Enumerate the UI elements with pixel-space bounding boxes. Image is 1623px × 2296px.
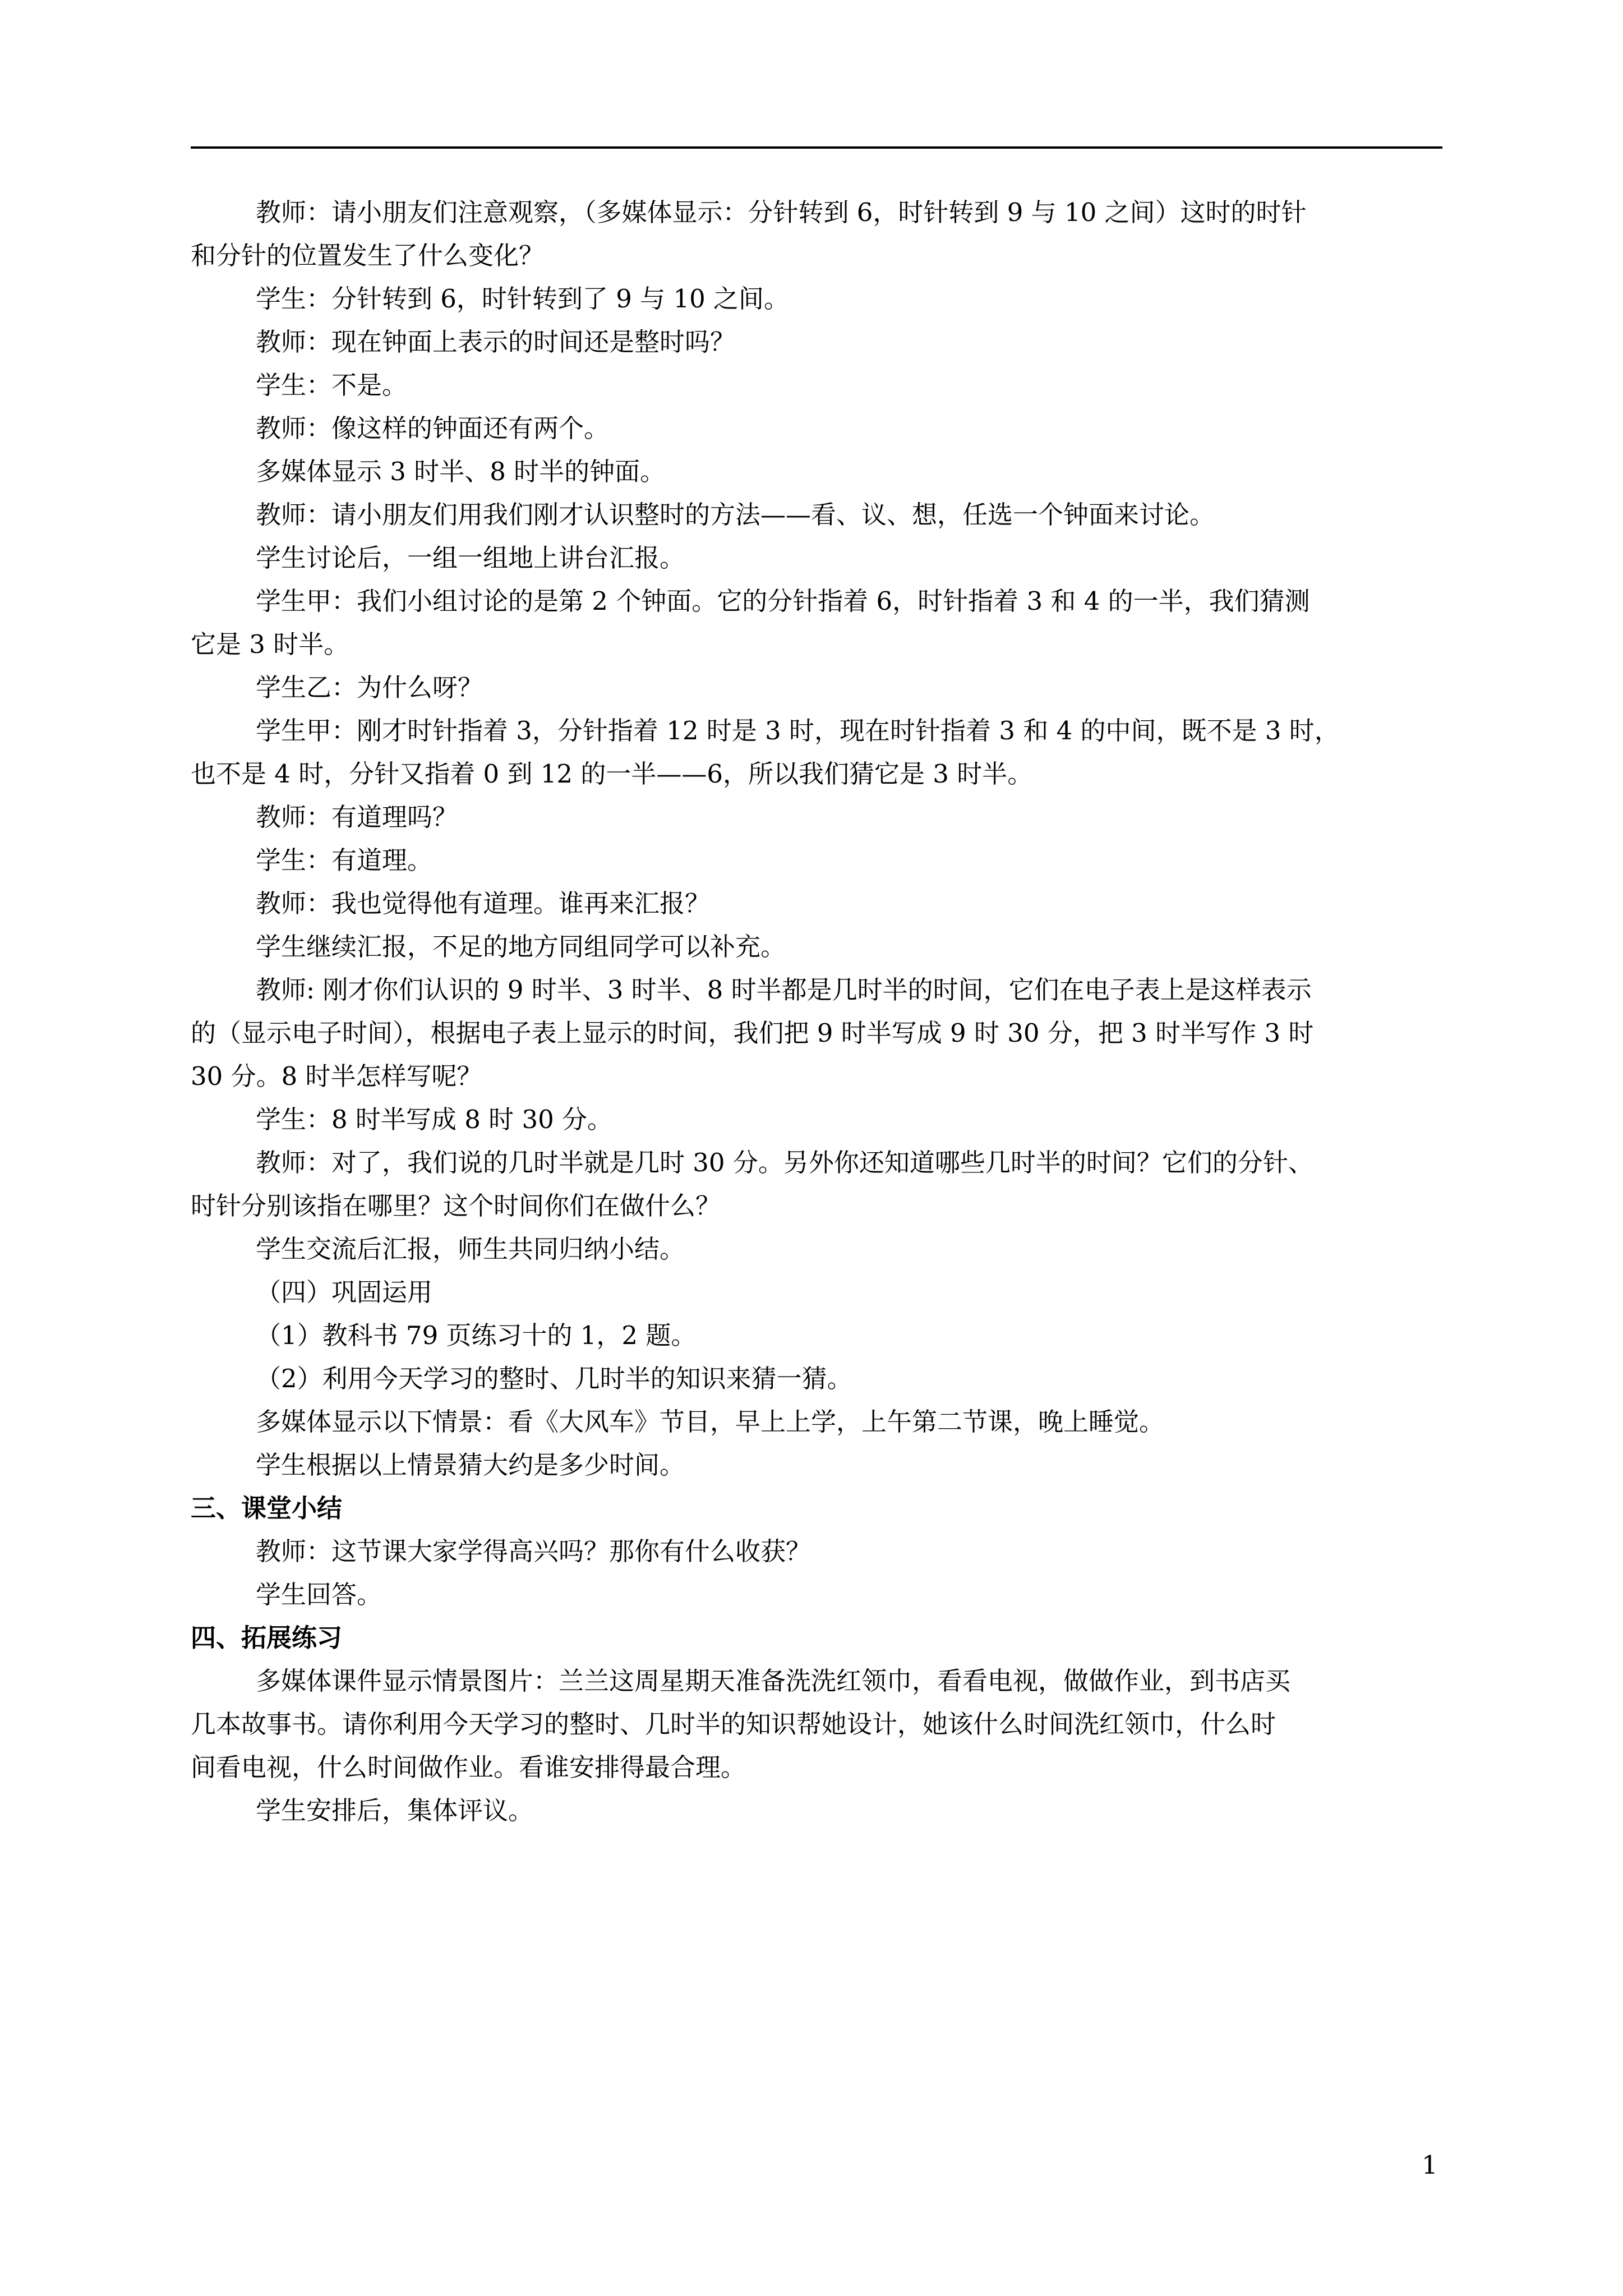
text-line: 学生乙：为什么呀？ bbox=[256, 673, 483, 702]
text-line: 教师：我也觉得他有道理。谁再来汇报？ bbox=[256, 889, 711, 918]
text-line: 学生回答。 bbox=[256, 1580, 382, 1609]
text-line: 教师：现在钟面上表示的时间还是整时吗？ bbox=[256, 327, 736, 357]
text-line: 多媒体显示以下情景：看《大风车》节目，早上上学，上午第二节课，晚上睡觉。 bbox=[256, 1407, 1165, 1437]
text-line: 学生交流后汇报，师生共同归纳小结。 bbox=[256, 1234, 685, 1264]
text-line: 教师: 刚才你们认识的 9 时半、3 时半、8 时半都是几时半的时间，它们在电子表上是这样表示 bbox=[256, 975, 1312, 1005]
section-heading: 四、拓展练习 bbox=[191, 1623, 343, 1653]
text-line: 和分针的位置发生了什么变化？ bbox=[191, 241, 545, 270]
text-line: 教师：对了，我们说的几时半就是几时 30 分。另外你还知道哪些几时半的时间？它们的分针、 bbox=[256, 1148, 1313, 1177]
document-body bbox=[191, 191, 1442, 1832]
text-line: 教师：请小朋友们注意观察，（多媒体显示：分针转到 6，时针转到 9 与 10 之间）这时的时针 bbox=[256, 197, 1307, 227]
text-line: 30 分。8 时半怎样写呢？ bbox=[191, 1061, 482, 1091]
section-heading: 三、课堂小结 bbox=[191, 1493, 343, 1523]
text-line: 学生：分针转到 6，时针转到了 9 与 10 之间。 bbox=[256, 284, 790, 314]
text-line: 多媒体显示 3 时半、8 时半的钟面。 bbox=[256, 457, 666, 486]
text-line: 学生：不是。 bbox=[256, 370, 408, 400]
text-line: 教师：这节课大家学得高兴吗？那你有什么收获？ bbox=[256, 1536, 811, 1566]
text-line: 几本故事书。请你利用今天学习的整时、几时半的知识帮她设计，她该什么时间洗红领巾，什么时 bbox=[191, 1709, 1276, 1739]
text-line: 学生讨论后，一组一组地上讲台汇报。 bbox=[256, 543, 685, 573]
text-line: 学生安排后，集体评议。 bbox=[256, 1796, 534, 1825]
text-line: 教师：像这样的钟面还有两个。 bbox=[256, 413, 610, 443]
text-line: 学生继续汇报，不足的地方同组同学可以补充。 bbox=[256, 932, 786, 961]
text-line: 教师：有道理吗？ bbox=[256, 802, 458, 832]
text-line: （2）利用今天学习的整时、几时半的知识来猜一猜。 bbox=[256, 1364, 852, 1393]
text-line: 学生甲：刚才时针指着 3，分针指着 12 时是 3 时，现在时针指着 3 和 4 的中间，既不是 3 时， bbox=[256, 716, 1340, 746]
text-line: 学生：8 时半写成 8 时 30 分。 bbox=[256, 1105, 613, 1134]
text-line: 也不是 4 时，分针又指着 0 到 12 的一半——6，所以我们猜它是 3 时半。 bbox=[191, 759, 1033, 789]
text-line: 学生：有道理。 bbox=[256, 845, 433, 875]
text-line: （四）巩固运用 bbox=[256, 1277, 433, 1307]
text-line: 学生甲：我们小组讨论的是第 2 个钟面。它的分针指着 6，时针指着 3 和 4 的一半，我们猜测 bbox=[256, 586, 1310, 616]
header-rule bbox=[191, 146, 1442, 149]
text-line: 时针分别该指在哪里？这个时间你们在做什么？ bbox=[191, 1191, 721, 1221]
text-line: 它是 3 时半。 bbox=[191, 629, 349, 659]
text-line: （1）教科书 79 页练习十的 1，2 题。 bbox=[256, 1320, 697, 1350]
page-number: 1 bbox=[1422, 2150, 1438, 2180]
text-line: 间看电视，什么时间做作业。看谁安排得最合理。 bbox=[191, 1752, 746, 1782]
text-line: 学生根据以上情景猜大约是多少时间。 bbox=[256, 1450, 685, 1480]
text-line: 多媒体课件显示情景图片：兰兰这周星期天准备洗洗红领巾，看看电视，做做作业，到书店买 bbox=[256, 1666, 1291, 1696]
text-line: 教师：请小朋友们用我们刚才认识整时的方法——看、议、想，任选一个钟面来讨论。 bbox=[256, 500, 1215, 530]
text-line: 的（显示电子时间），根据电子表上显示的时间，我们把 9 时半写成 9 时 30 分，把 3 时半写作 3 时 bbox=[191, 1018, 1314, 1048]
